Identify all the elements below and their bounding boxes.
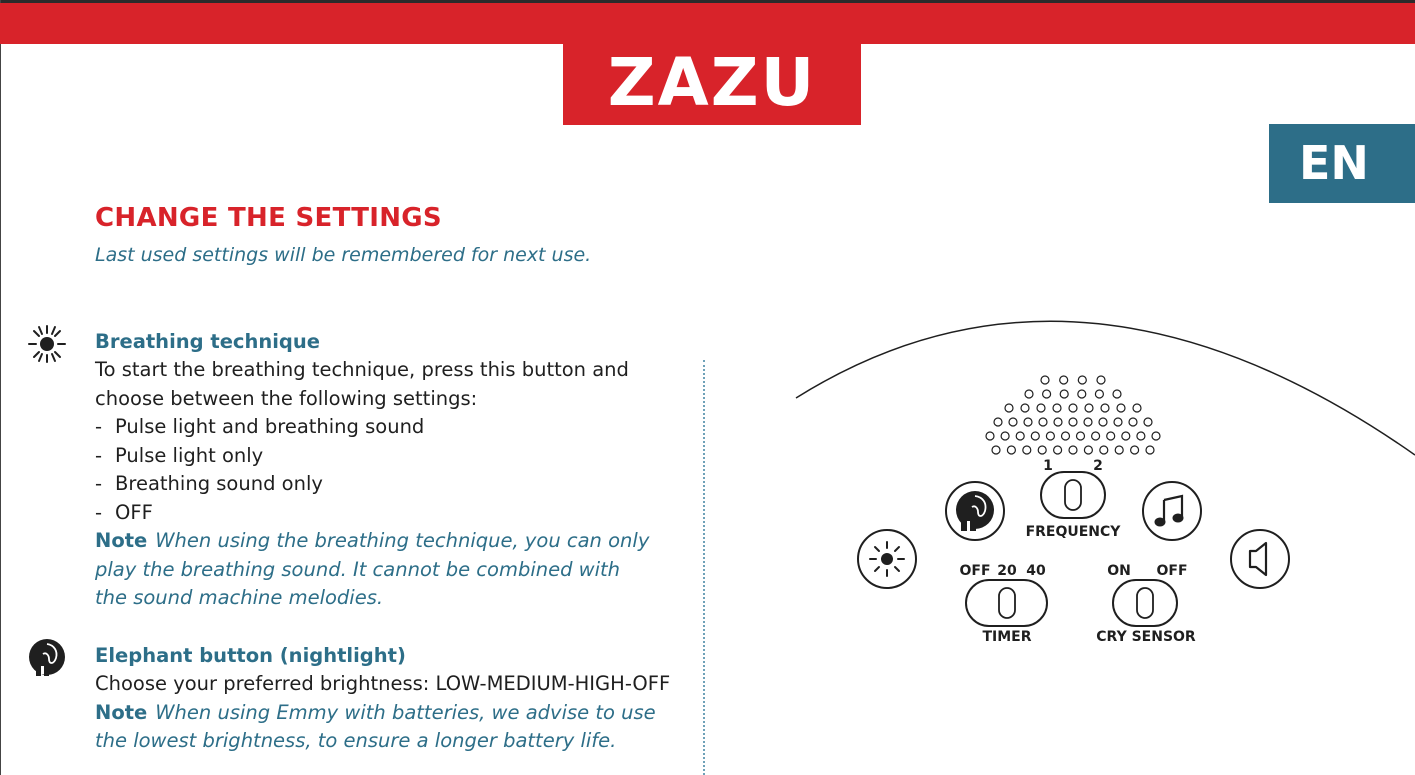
speaker-hole: [1085, 404, 1093, 412]
breathing-heading: Breathing technique: [95, 330, 321, 353]
speaker-hole: [1007, 446, 1015, 454]
speaker-hole: [1099, 418, 1107, 426]
speaker-hole: [1054, 418, 1062, 426]
speaker-hole: [1114, 418, 1122, 426]
speaker-hole: [1038, 446, 1046, 454]
column-divider: [703, 360, 705, 775]
speaker-hole: [1016, 432, 1024, 440]
sun-burst-icon: [870, 542, 904, 576]
breathing-intro-line-2: choose between the following settings:: [95, 387, 478, 410]
device-control-panel: [720, 290, 1415, 660]
speaker-hole: [1146, 446, 1154, 454]
speaker-hole: [1117, 404, 1125, 412]
melody-button[interactable]: [1143, 482, 1201, 540]
speaker-hole: [992, 446, 1000, 454]
breathing-intro-line-1: To start the breathing technique, press this button and: [95, 358, 629, 381]
speaker-hole: [1077, 432, 1085, 440]
speaker-hole: [1133, 404, 1141, 412]
speaker-hole: [1043, 390, 1051, 398]
breathing-note-line-2: play the breathing sound. It cannot be combined with: [95, 558, 621, 581]
speaker-hole: [1037, 404, 1045, 412]
speaker-hole: [1021, 404, 1029, 412]
speaker-hole: [1046, 432, 1054, 440]
speaker-hole: [986, 432, 994, 440]
frequency-label-1: 1: [1043, 458, 1053, 474]
speaker-hole: [1113, 390, 1121, 398]
speaker-hole: [1084, 418, 1092, 426]
page-subtitle: Last used settings will be remembered for next use.: [95, 244, 592, 266]
breathing-note-line-3: the sound machine melodies.: [95, 586, 384, 609]
elephant-heading: Elephant button (nightlight): [95, 644, 406, 667]
page-title: CHANGE THE SETTINGS: [95, 203, 442, 233]
timer-switch[interactable]: [966, 580, 1047, 626]
frequency-switch[interactable]: [1041, 472, 1105, 518]
sun-burst-icon: [26, 324, 68, 364]
header-bar: [0, 3, 1415, 44]
breathing-option: - OFF: [95, 501, 153, 524]
speaker-hole: [1078, 376, 1086, 384]
device-outline: [796, 321, 1415, 455]
breathing-option: - Pulse light and breathing sound: [95, 415, 425, 438]
frequency-label: FREQUENCY: [1025, 524, 1121, 540]
breathing-option: - Breathing sound only: [95, 472, 323, 495]
speaker-hole: [1078, 390, 1086, 398]
speaker-hole: [1129, 418, 1137, 426]
speaker-hole: [1097, 376, 1105, 384]
speaker-hole: [1031, 432, 1039, 440]
timer-40-label: 40: [1026, 563, 1046, 579]
speaker-hole: [1060, 376, 1068, 384]
speaker-hole: [1054, 446, 1062, 454]
speaker-hole: [1101, 404, 1109, 412]
frequency-label-2: 2: [1093, 458, 1103, 474]
zazu-logo: ZAZU: [563, 44, 861, 125]
speaker-hole: [1107, 432, 1115, 440]
elephant-icon: [27, 638, 67, 678]
speaker-hole: [1053, 404, 1061, 412]
volume-button[interactable]: [1231, 530, 1289, 588]
cry-sensor-switch[interactable]: [1113, 580, 1177, 626]
speaker-hole: [1009, 418, 1017, 426]
speaker-hole: [1060, 390, 1068, 398]
speaker-hole: [1062, 432, 1070, 440]
speaker-hole: [1005, 404, 1013, 412]
speaker-hole: [1137, 432, 1145, 440]
speaker-hole: [1069, 404, 1077, 412]
speaker-hole: [1122, 432, 1130, 440]
speaker-hole: [1092, 432, 1100, 440]
breathing-option: - Pulse light only: [95, 444, 264, 467]
speaker-hole: [1131, 446, 1139, 454]
speaker-hole: [1039, 418, 1047, 426]
speaker-hole: [1001, 432, 1009, 440]
language-badge: EN: [1269, 124, 1415, 203]
timer-label: TIMER: [982, 629, 1032, 645]
elephant-button[interactable]: [946, 482, 1004, 540]
speaker-hole: [1152, 432, 1160, 440]
left-border: [0, 0, 1, 775]
cry-sensor-label: CRY SENSOR: [1096, 629, 1196, 645]
speaker-hole: [1084, 446, 1092, 454]
speaker-hole: [994, 418, 1002, 426]
cry-sensor-on-label: ON: [1107, 563, 1131, 579]
speaker-grille: [986, 376, 1160, 454]
speaker-hole: [1041, 376, 1049, 384]
timer-20-label: 20: [997, 563, 1017, 579]
speaker-hole: [1069, 446, 1077, 454]
breathing-button[interactable]: [858, 530, 916, 588]
speaker-hole: [1115, 446, 1123, 454]
timer-off-label: OFF: [959, 563, 991, 579]
elephant-note-line-2: the lowest brightness, to ensure a longer battery life.: [95, 729, 617, 752]
speaker-hole: [1024, 418, 1032, 426]
speaker-hole: [1095, 390, 1103, 398]
elephant-body: Choose your preferred brightness: LOW-MEDIUM-HIGH-OFF: [95, 672, 671, 695]
speaker-hole: [1023, 446, 1031, 454]
speaker-hole: [1100, 446, 1108, 454]
cry-sensor-off-label: OFF: [1156, 563, 1188, 579]
speaker-hole: [1144, 418, 1152, 426]
speaker-hole: [1069, 418, 1077, 426]
breathing-note-line-1: Note When using the breathing technique, you can only: [95, 529, 650, 552]
elephant-note-line-1: Note When using Emmy with batteries, we advise to use: [95, 701, 656, 724]
speaker-hole: [1025, 390, 1033, 398]
